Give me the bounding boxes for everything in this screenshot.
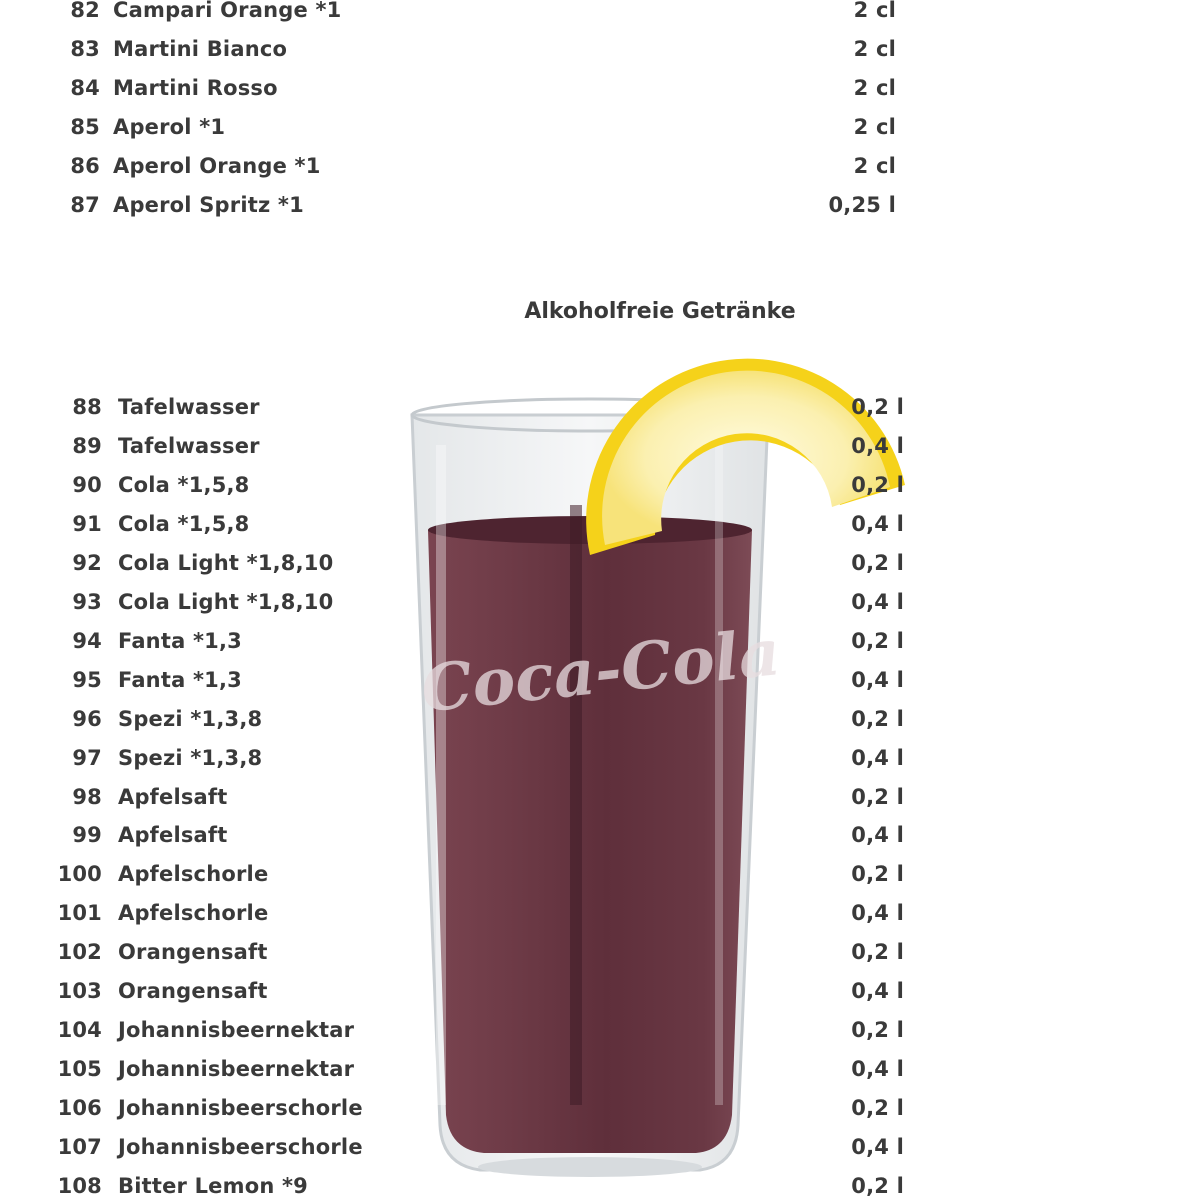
item-number: 107 bbox=[57, 1135, 102, 1160]
item-name: Aperol Orange *1 bbox=[113, 154, 321, 178]
item-number: 91 bbox=[72, 511, 102, 536]
item-name: Martini Rosso bbox=[113, 76, 278, 100]
item-number: 89 bbox=[72, 433, 102, 458]
item-quantity: 0,2 l bbox=[851, 472, 904, 497]
item-quantity: 0,4 l bbox=[851, 511, 904, 536]
item-quantity: 0,2 l bbox=[851, 1174, 904, 1198]
item-number: 82 bbox=[70, 0, 100, 22]
item-number: 101 bbox=[57, 901, 102, 926]
item-name: Fanta *1,3 bbox=[118, 628, 242, 653]
item-name: Cola Light *1,8,10 bbox=[118, 550, 334, 575]
item-number: 86 bbox=[70, 154, 100, 178]
item-number: 100 bbox=[57, 862, 102, 887]
item-quantity: 0,2 l bbox=[851, 1018, 904, 1043]
item-name: Apfelsaft bbox=[118, 823, 228, 848]
item-name: Bitter Lemon *9 bbox=[118, 1174, 308, 1198]
item-name: Spezi *1,3,8 bbox=[118, 745, 263, 770]
item-quantity: 2 cl bbox=[853, 154, 896, 178]
item-quantity: 0,4 l bbox=[851, 1057, 904, 1082]
item-name: Orangensaft bbox=[118, 940, 268, 965]
item-quantity: 0,4 l bbox=[851, 901, 904, 926]
section-title-soft-drinks: Alkoholfreie Getränke bbox=[524, 299, 796, 324]
item-name: Spezi *1,3,8 bbox=[118, 706, 263, 731]
item-quantity: 0,25 l bbox=[828, 193, 896, 217]
item-number: 98 bbox=[72, 784, 102, 809]
item-number: 99 bbox=[72, 823, 102, 848]
item-quantity: 0,4 l bbox=[851, 667, 904, 692]
item-quantity: 2 cl bbox=[853, 115, 896, 139]
item-quantity: 0,2 l bbox=[851, 940, 904, 965]
item-number: 102 bbox=[57, 940, 102, 965]
item-quantity: 0,4 l bbox=[851, 823, 904, 848]
item-number: 85 bbox=[70, 115, 100, 139]
item-number: 108 bbox=[57, 1174, 102, 1198]
item-number: 87 bbox=[70, 193, 100, 217]
item-quantity: 0,4 l bbox=[851, 1135, 904, 1160]
item-number: 88 bbox=[72, 395, 102, 419]
item-quantity: 0,4 l bbox=[851, 589, 904, 614]
item-quantity: 2 cl bbox=[853, 37, 896, 61]
item-number: 103 bbox=[57, 979, 102, 1004]
item-quantity: 0,2 l bbox=[851, 706, 904, 731]
item-number: 105 bbox=[57, 1057, 102, 1082]
item-quantity: 2 cl bbox=[853, 0, 896, 22]
item-quantity: 0,4 l bbox=[851, 979, 904, 1004]
item-name: Tafelwasser bbox=[118, 395, 260, 419]
item-name: Cola Light *1,8,10 bbox=[118, 589, 334, 614]
item-quantity: 0,2 l bbox=[851, 628, 904, 653]
item-name: Orangensaft bbox=[118, 979, 268, 1004]
item-number: 97 bbox=[72, 745, 102, 770]
item-name: Apfelsaft bbox=[118, 784, 228, 809]
item-name: Cola *1,5,8 bbox=[118, 472, 250, 497]
item-name: Cola *1,5,8 bbox=[118, 511, 250, 536]
item-name: Apfelschorle bbox=[118, 862, 269, 887]
item-number: 96 bbox=[72, 706, 102, 731]
item-name: Johannisbeerschorle bbox=[118, 1135, 363, 1160]
item-number: 104 bbox=[57, 1018, 102, 1043]
item-number: 95 bbox=[72, 667, 102, 692]
item-number: 84 bbox=[70, 76, 100, 100]
item-name: Apfelschorle bbox=[118, 901, 269, 926]
item-name: Campari Orange *1 bbox=[113, 0, 342, 22]
item-quantity: 0,2 l bbox=[851, 395, 904, 419]
item-number: 93 bbox=[72, 589, 102, 614]
item-name: Johannisbeernektar bbox=[118, 1018, 355, 1043]
item-name: Tafelwasser bbox=[118, 433, 260, 458]
item-name: Fanta *1,3 bbox=[118, 667, 242, 692]
item-quantity: 0,2 l bbox=[851, 550, 904, 575]
item-quantity: 0,4 l bbox=[851, 745, 904, 770]
glass-logo-text: Coca-Cola bbox=[417, 615, 784, 728]
item-number: 106 bbox=[57, 1096, 102, 1121]
item-number: 90 bbox=[72, 472, 102, 497]
item-quantity: 0,2 l bbox=[851, 784, 904, 809]
item-number: 92 bbox=[72, 550, 102, 575]
item-quantity: 0,2 l bbox=[851, 1096, 904, 1121]
item-name: Johannisbeernektar bbox=[118, 1057, 355, 1082]
item-quantity: 0,2 l bbox=[851, 862, 904, 887]
item-name: Johannisbeerschorle bbox=[118, 1096, 363, 1121]
item-number: 94 bbox=[72, 628, 102, 653]
item-number: 83 bbox=[70, 37, 100, 61]
item-name: Aperol *1 bbox=[113, 115, 226, 139]
item-quantity: 0,4 l bbox=[851, 433, 904, 458]
item-name: Aperol Spritz *1 bbox=[113, 193, 304, 217]
item-name: Martini Bianco bbox=[113, 37, 288, 61]
item-quantity: 2 cl bbox=[853, 76, 896, 100]
